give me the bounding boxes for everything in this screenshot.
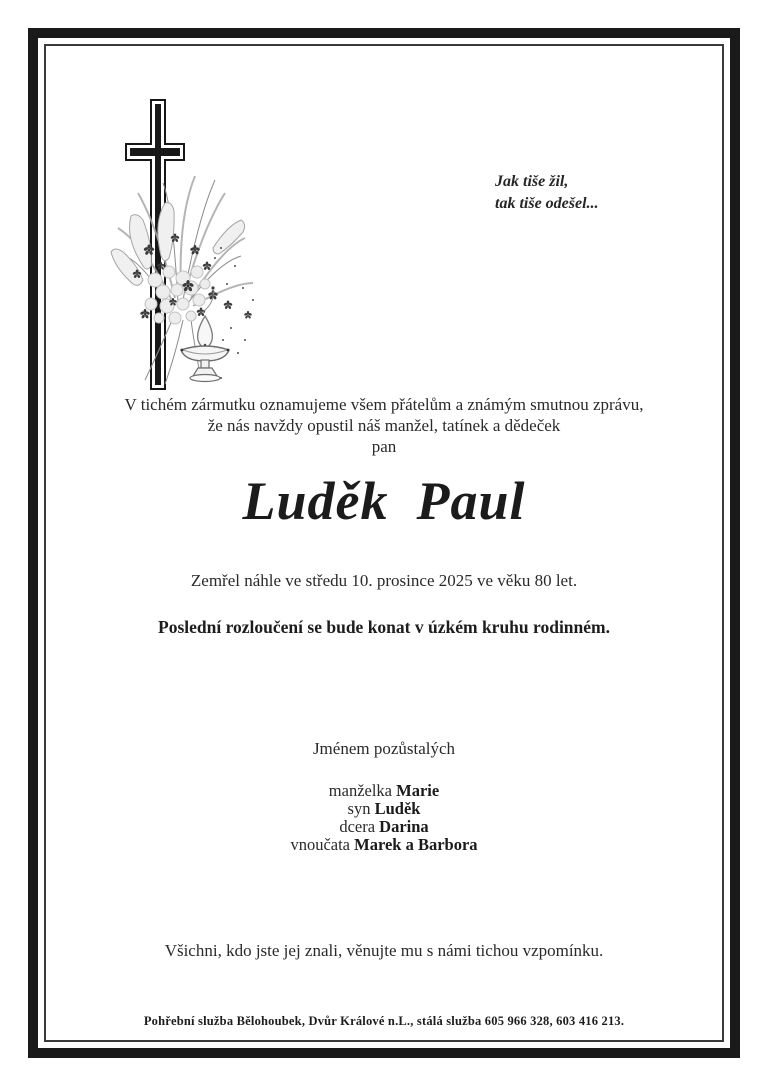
- survivor-row: [60, 836, 708, 854]
- deceased-first-name: Luděk: [242, 471, 389, 531]
- survivor-role: manželka: [328, 781, 393, 800]
- quote-line-1: Jak tiše žil,: [495, 173, 569, 190]
- survivor-row: [60, 782, 708, 800]
- survivors-heading: Jménem pozůstalých: [312, 739, 456, 758]
- survivor-role: vnoučata: [290, 835, 350, 854]
- survivor-row: [60, 818, 708, 836]
- announcement-line-1: V tichém zármutku oznamujeme všem přátelům a známým smutnou zprávu,: [124, 395, 644, 414]
- farewell-notice: Poslední rozloučení se bude konat v úzkém kruhu rodinném.: [158, 617, 610, 637]
- survivor-row: [60, 800, 708, 818]
- survivor-name: Marie: [396, 781, 440, 800]
- quote-line-2: tak tiše odešel...: [495, 195, 599, 212]
- deceased-name: [60, 472, 708, 530]
- funeral-service-footer: Pohřební služba Bělohoubek, Dvůr Králové n.L., stálá služba 605 966 328, 603 416 213.: [143, 1014, 625, 1028]
- cross-with-flowers-icon: [103, 88, 288, 393]
- survivor-name: Marek a Barbora: [354, 835, 478, 854]
- announcement-line-3: pan: [371, 437, 397, 456]
- survivor-role: dcera: [339, 817, 376, 836]
- survivor-name: Darina: [379, 817, 429, 836]
- announcement-line-2: že nás navždy opustil náš manžel, tatínek a dědeček: [207, 416, 561, 435]
- deceased-last-name: Paul: [416, 471, 526, 531]
- announcement-paragraph: [60, 394, 708, 457]
- closing-sentence: Všichni, kdo jste jej znali, věnujte mu s námi tichou vzpomínku.: [164, 941, 604, 960]
- survivor-role: syn: [347, 799, 371, 818]
- death-notice: Zemřel náhle ve středu 10. prosince 2025 ve věku 80 let.: [190, 571, 578, 590]
- survivors-list: [60, 782, 708, 854]
- memorial-quote: [495, 171, 599, 215]
- survivor-name: Luděk: [374, 799, 421, 818]
